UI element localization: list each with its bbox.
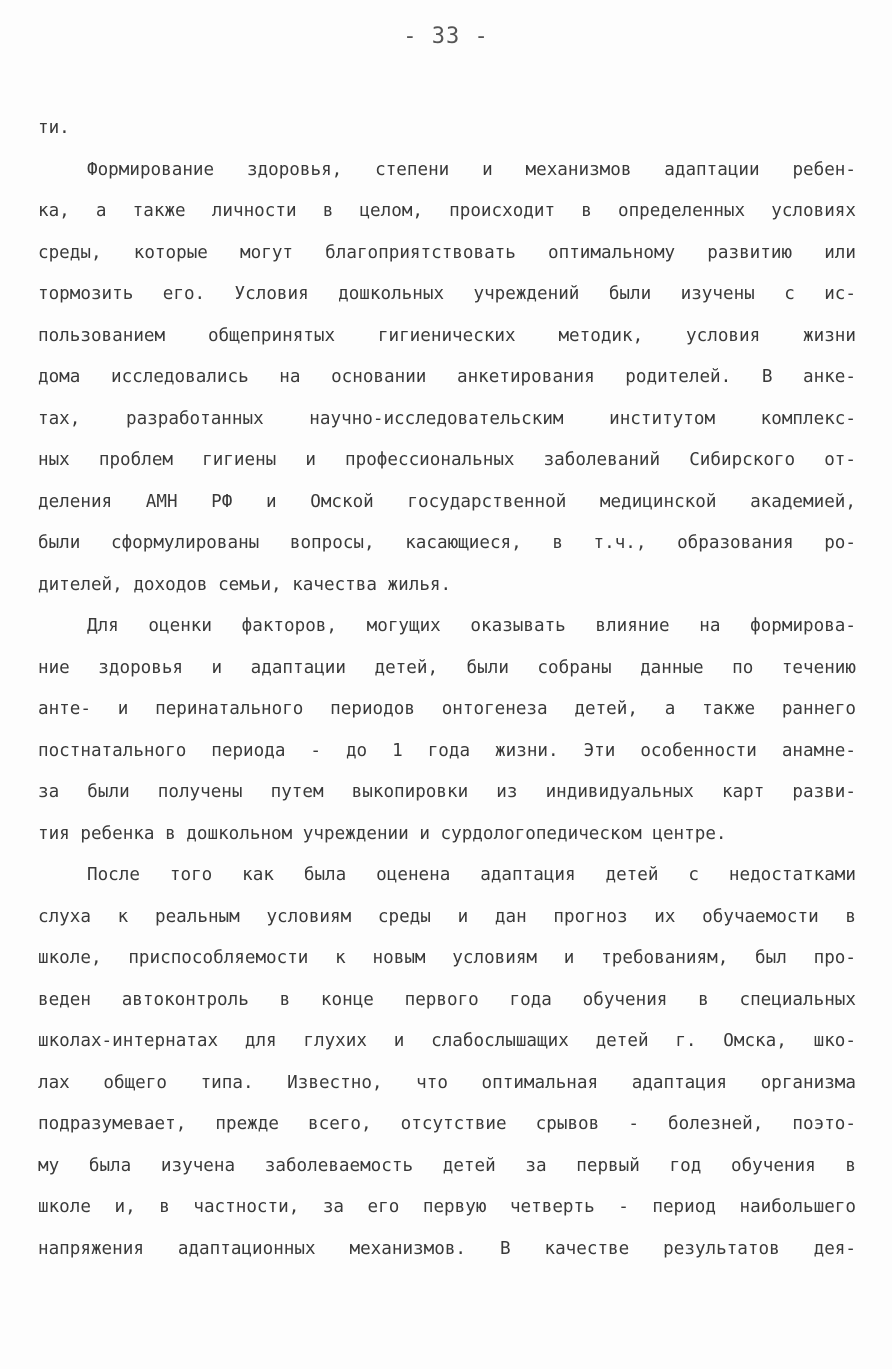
text-line: му была изучена заболеваемость детей за первый год обучения в bbox=[38, 1155, 856, 1176]
page-number: - 33 - bbox=[403, 24, 489, 49]
text-line: дома исследовались на основании анкетирования родителей. В анке- bbox=[38, 367, 856, 387]
text-line: школе, приспособляемости к новым условиям и требованиям, был про- bbox=[38, 948, 856, 968]
text-line: ние здоровья и адаптации детей, были собраны данные по течению bbox=[38, 657, 856, 678]
text-line: среды, которые могут благоприятствовать оптимальному развитию или bbox=[38, 242, 856, 263]
text-line: ти. bbox=[38, 118, 70, 138]
text-line: пользованием общепринятых гигиенических методик, условия жизни bbox=[38, 325, 856, 346]
text-line: школах-интернатах для глухих и слабослышащих детей г. Омска, шко- bbox=[38, 1031, 856, 1051]
text-line: ка, а также личности в целом, происходит в определенных условиях bbox=[38, 201, 856, 221]
text-line: Формирование здоровья, степени и механизмов адаптации ребен- bbox=[87, 159, 856, 180]
text-line: Для оценки факторов, могущих оказывать влияние на формирова- bbox=[87, 616, 856, 636]
text-line: лах общего типа. Известно, что оптимальная адаптация организма bbox=[38, 1072, 856, 1093]
text-line: подразумевает, прежде всего, отсутствие срывов - болезней, поэто- bbox=[38, 1114, 856, 1134]
body-text bbox=[38, 108, 856, 1270]
text-line: После того как была оценена адаптация детей с недостатками bbox=[87, 865, 856, 885]
text-line: тах, разработанных научно-исследовательским институтом комплекс- bbox=[38, 408, 856, 429]
text-line: слуха к реальным условиям среды и дан прогноз их обучаемости в bbox=[38, 906, 856, 927]
text-line: анте- и перинатального периодов онтогенеза детей, а также раннего bbox=[38, 699, 856, 719]
text-line: постнатального периода - до 1 года жизни. Эти особенности анамне- bbox=[38, 740, 856, 761]
text-line: веден автоконтроль в конце первого года обучения в специальных bbox=[38, 989, 856, 1010]
text-line: школе и, в частности, за его первую четверть - период наибольшего bbox=[38, 1197, 856, 1217]
text-line: деления АМН РФ и Омской государственной медицинской академией, bbox=[38, 491, 856, 512]
text-line: тормозить его. Условия дошкольных учреждений были изучены с ис- bbox=[38, 284, 856, 304]
text-line: были сформулированы вопросы, касающиеся, в т.ч., образования ро- bbox=[38, 533, 856, 553]
text-line: тия ребенка в дошкольном учреждении и сурдологопедическом центре. bbox=[38, 823, 727, 844]
text-line: ных проблем гигиены и профессиональных заболеваний Сибирского от- bbox=[38, 450, 856, 470]
text-line: дителей, доходов семьи, качества жилья. bbox=[38, 574, 452, 595]
text-line: напряжения адаптационных механизмов. В качестве результатов дея- bbox=[38, 1238, 856, 1259]
text-line: за были получены путем выкопировки из индивидуальных карт разви- bbox=[38, 782, 856, 802]
